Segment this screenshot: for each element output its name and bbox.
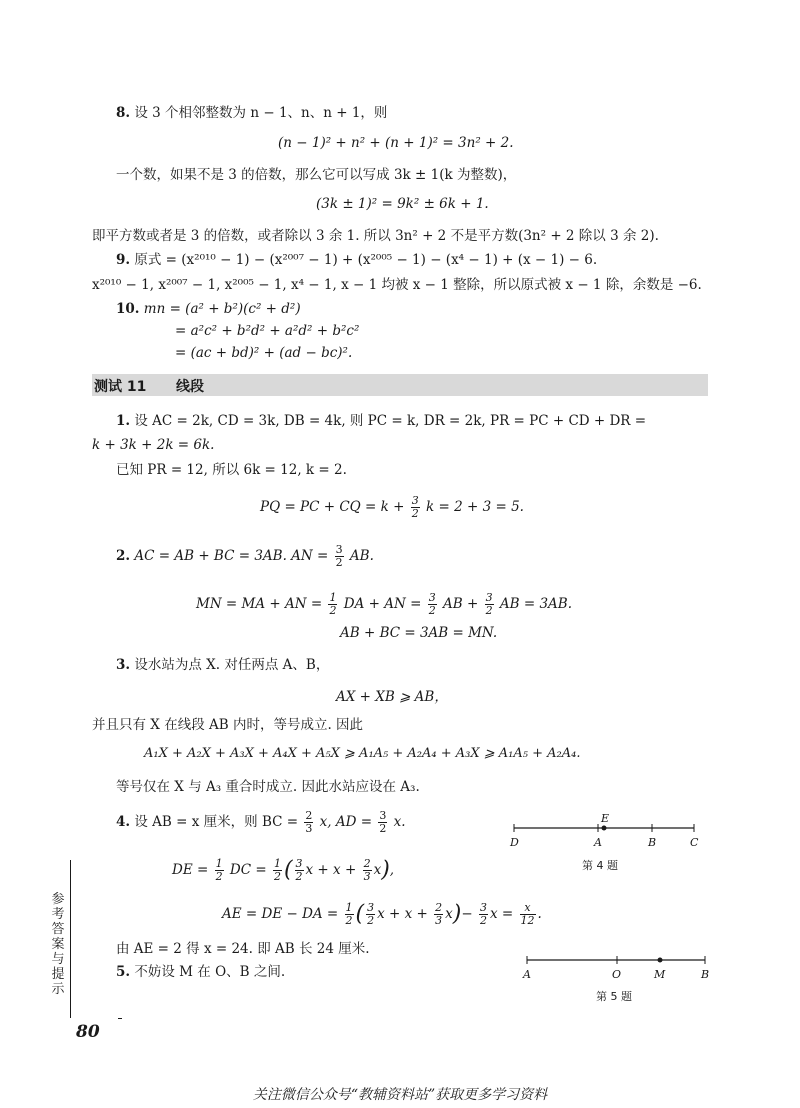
fraction: $\frac{1}{2}$	[345, 901, 353, 927]
equation: k + 3k + 2k = 6k.	[92, 437, 215, 453]
equation: AB + BC = 3AB = MN.	[340, 625, 498, 641]
point-E	[602, 826, 607, 831]
question-text: 设水站为点 X. 对任两点 A、B，	[134, 657, 330, 673]
label-D: D	[510, 836, 519, 849]
label-B: B	[701, 968, 710, 981]
equation: AE = DE − DA = $\frac{1}{2}$ ( $\frac{3}{2}$ x + x + $\frac{2}{3}$ x)− $\frac{3}{2}$ x = $\frac{x}{12}$ .	[222, 901, 542, 927]
fraction: $\frac{3}{2}$	[379, 809, 387, 835]
label-M: M	[654, 968, 666, 981]
fraction: $\frac{3}{2}$	[335, 543, 343, 569]
figure-4-line-diagram	[500, 812, 710, 852]
fraction: $\frac{2}{3}$	[363, 857, 371, 883]
label-A: A	[523, 968, 531, 981]
question-number: 5.	[116, 964, 131, 980]
paragraph: 即平方数或者是 3 的倍数，或者除以 3 余 1. 所以 3n² + 2 不是平方数(3n² + 2 除以 3 余 2).	[92, 228, 659, 244]
problem-10	[116, 300, 301, 318]
question-3	[116, 656, 329, 674]
paragraph: 由 AE = 2 得 x = 24. 即 AB 长 24 厘米.	[116, 941, 370, 957]
paragraph: 等号仅在 X 与 A₃ 重合时成立. 因此水站应设在 A₃.	[116, 779, 420, 795]
question-5	[116, 963, 285, 981]
equation: mn = (a² + b²)(c² + d²)	[143, 301, 301, 317]
question-number: 4.	[116, 814, 131, 830]
label-A: A	[594, 836, 602, 849]
footer-note: 关注微信公众号“教辅资料站”获取更多学习资料	[252, 1087, 548, 1103]
problem-text: 原式 = (x²⁰¹⁰ − 1) − (x²⁰⁰⁷ − 1) + (x²⁰⁰⁵ − 1) − (x⁴ − 1) + (x − 1) − 6.	[134, 252, 598, 268]
equation: AX + XB ⩾ AB，	[336, 689, 448, 705]
problem-number: 8.	[116, 105, 131, 121]
equation: (n − 1)² + n² + (n + 1)² = 3n² + 2.	[278, 135, 514, 151]
label-E: E	[601, 812, 610, 825]
page-number-box	[70, 1018, 118, 1046]
paragraph: x²⁰¹⁰ − 1, x²⁰⁰⁷ − 1, x²⁰⁰⁵ − 1, x⁴ − 1, x − 1 均被 x − 1 整除，所以原式被 x − 1 除，余数是 −6.	[92, 277, 702, 293]
fraction: $\frac{3}{2}$	[295, 857, 303, 883]
equation: PQ = PC + CQ = k + $\frac{3}{2}$ k = 2 + 3 = 5.	[260, 494, 524, 520]
fraction: $\frac{1}{2}$	[329, 591, 337, 617]
question-2: 2. AC = AB + BC = 3AB. AN = $\frac{3}{2}$ AB.	[116, 543, 374, 569]
page-number: 80	[76, 1022, 100, 1042]
fraction: $\frac{1}{2}$	[215, 857, 223, 883]
section-title: 线段	[176, 379, 204, 395]
point-M	[658, 958, 663, 963]
label-B: B	[648, 836, 657, 849]
question-number: 2.	[116, 548, 131, 564]
fraction: $\frac{3}{2}$	[480, 901, 487, 927]
fraction: $\frac{3}{2}$	[428, 591, 436, 617]
equation: (3k ± 1)² = 9k² ± 6k + 1.	[316, 196, 489, 212]
paragraph: 已知 PR = 12, 所以 6k = 12, k = 2.	[116, 462, 347, 478]
question-4: 4. 设 AB = x 厘米，则 BC = $\frac{2}{3}$ x, AD = $\frac{3}{2}$ x.	[116, 809, 406, 835]
problem-9	[116, 251, 597, 269]
fraction: $\frac{3}{2}$	[485, 591, 493, 617]
fraction: $\frac{2}{3}$	[305, 809, 313, 835]
figure-caption: 第 4 题	[582, 859, 618, 872]
paragraph: 并且只有 X 在线段 AB 内时，等号成立. 因此	[92, 717, 364, 733]
equation: DE = $\frac{1}{2}$ DC = $\frac{1}{2}$ ( $\frac{3}{2}$ x + x + $\frac{2}{3}$ x),	[172, 857, 395, 883]
section-header	[92, 374, 708, 396]
question-text: 不妨设 M 在 O、B 之间.	[134, 964, 286, 980]
question-1	[116, 412, 646, 430]
problem-number: 10.	[116, 301, 140, 317]
question-text: 设 AC = 2k, CD = 3k, DB = 4k, 则 PC = k, DR = 2k, PR = PC + CD + DR =	[134, 413, 647, 429]
problem-number: 9.	[116, 252, 131, 268]
figure-5-line-diagram	[515, 950, 715, 982]
equation: = (ac + bd)² + (ad − bc)².	[175, 345, 353, 361]
fraction: $\frac{2}{3}$	[435, 901, 443, 927]
equation: MN = MA + AN = $\frac{1}{2}$ DA + AN = $\frac{3}{2}$ AB + $\frac{3}{2}$ AB = 3AB.	[196, 591, 572, 617]
equation: A₁X + A₂X + A₃X + A₄X + A₅X ⩾ A₁A₅ + A₂A₄ + A₃X ⩾ A₁A₅ + A₂A₄.	[144, 746, 581, 761]
side-rule	[70, 860, 71, 1044]
problem-8	[116, 104, 387, 122]
section-label: 测试 11	[94, 379, 147, 395]
fraction: $\frac{3}{2}$	[367, 901, 375, 927]
label-C: C	[690, 836, 699, 849]
fraction: $\frac{3}{2}$	[411, 494, 419, 520]
label-O: O	[612, 968, 622, 981]
fraction: $\frac{1}{2}$	[273, 857, 281, 883]
fraction: $\frac{x}{12}$	[520, 901, 535, 927]
equation: = a²c² + b²d² + a²d² + b²c²	[175, 323, 360, 339]
side-label: 参考答案与提示	[51, 892, 65, 997]
question-number: 1.	[116, 413, 131, 429]
paragraph: 一个数，如果不是 3 的倍数，那么它可以写成 3k ± 1(k 为整数)，	[116, 167, 517, 183]
figure-caption: 第 5 题	[596, 990, 632, 1003]
problem-text: 设 3 个相邻整数为 n − 1、n、n + 1，则	[134, 105, 388, 121]
question-number: 3.	[116, 657, 131, 673]
